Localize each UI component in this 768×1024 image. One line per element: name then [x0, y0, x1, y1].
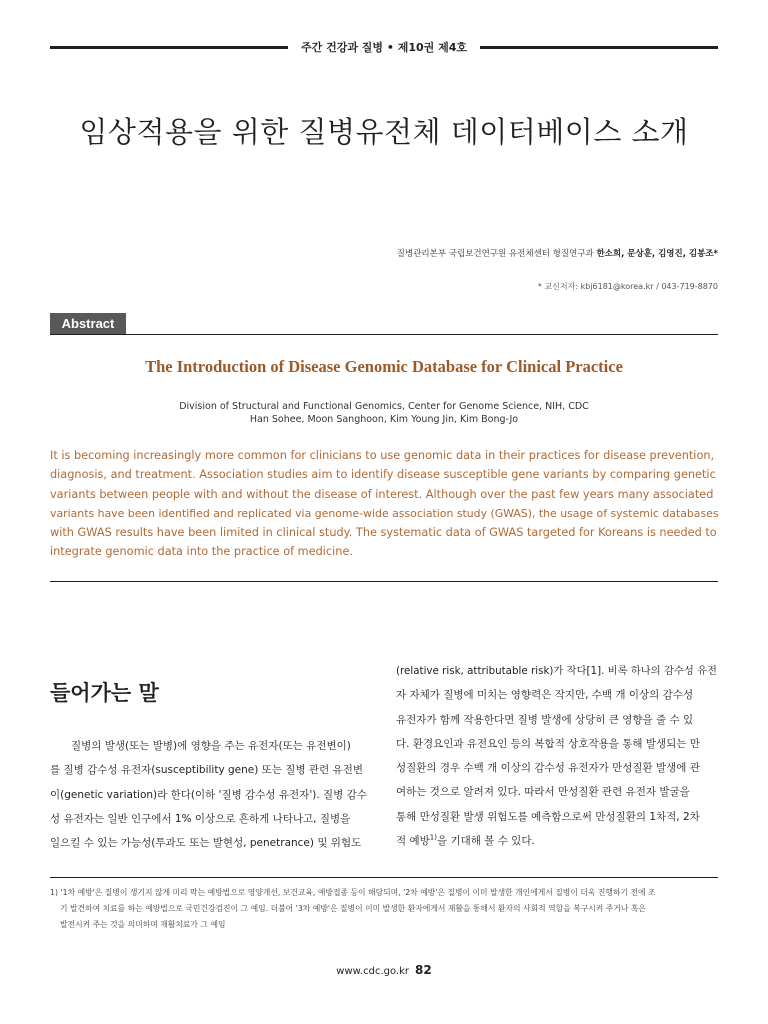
abstract-line: with GWAS results have been limited in clinical study. The systematic data of GWAS targeted for Koreans is needed to — [50, 526, 717, 540]
abstract-affiliation-line: Division of Structural and Functional Genomics, Center for Genome Science, NIH, CDC — [179, 401, 589, 412]
abstract-rule — [50, 334, 718, 335]
body-line: 자 자체가 질병에 미치는 영향력은 작지만, 수백 개 이상의 감수성 — [396, 689, 694, 702]
abstract-line: It is becoming increasingly more common for clinicians to use genomic data in their practices for disease prevention, — [50, 449, 715, 462]
footnote-ref[interactable]: 1) — [429, 833, 437, 842]
body-line: 일으킬 수 있는 가능성(투과도 또는 발현성, penetrance) 및 위험도 — [50, 837, 362, 850]
body-column-left — [50, 734, 372, 855]
abstract-authors-line: Han Sohee, Moon Sanghoon, Kim Young Jin, Kim Bong-Jo — [249, 414, 519, 425]
footnote-line: 기 발견하여 치료를 하는 예방법으로 국민건강검진이 그 예임. 더불어 '3차 예방'은 질병이 이미 발생한 환자에게서 재활을 통해서 환자의 사회적 역할을 복구시켜 주거나 혹은 — [60, 904, 646, 913]
body-line: 질병의 발생(또는 발병)에 영향을 주는 유전자(또는 유전변이) — [71, 740, 351, 752]
body-line: 성질환의 경우 수백 개 이상의 감수성 유전자가 만성질환 발생에 관 — [396, 762, 700, 775]
author-names: 한소희, 문상훈, 김영진, 김봉조* — [596, 249, 718, 259]
abstract-affiliation — [50, 400, 718, 426]
page-number: 82 — [415, 963, 432, 977]
abstract-line: integrate genomic data into the practice of medicine. — [50, 545, 353, 559]
header-rule-left — [50, 46, 288, 49]
abstract-bottom-rule — [50, 581, 718, 582]
footer-url[interactable]: www.cdc.go.kr — [336, 966, 409, 977]
body-line: 다. 환경요인과 유전요인 등의 복합적 상호작용을 통해 발생되는 만 — [396, 737, 700, 750]
body-line: 이(genetic variation)라 한다(이하 '질병 감수성 유전자'). 질병 감수 — [50, 788, 367, 801]
author-line — [397, 247, 718, 259]
body-text: 적 예방 — [396, 835, 430, 848]
abstract-line: diagnosis, and treatment. Association studies aim to identify disease susceptible gene variants by comparing genetic — [50, 468, 716, 482]
footnote-rule — [50, 877, 718, 878]
body-line: (relative risk, attributable risk)가 작다[1]. 비록 하나의 감수성 유전 — [396, 665, 717, 677]
body-line: 성 유전자는 일반 인구에서 1% 이상으로 흔하게 나타나고, 질병을 — [50, 812, 351, 825]
author-affiliation: 질병관리본부 국립보건연구원 유전체센터 형질연구과 — [396, 249, 594, 259]
journal-header: 주간 건강과 질병 • 제10권 제4호 — [300, 41, 468, 54]
body-line: 를 질병 감수성 유전자(susceptibility gene) 또는 질병 관련 유전변 — [50, 764, 363, 777]
abstract-line: variants between people with and without the disease of interest. Although over the past few years many associated — [50, 487, 714, 501]
footnote-line: 발전시켜 주는 것을 의미하며 재활치료가 그 예임 — [60, 920, 226, 929]
section-heading: 들어가는 말 — [50, 681, 159, 705]
abstract-tag: Abstract — [50, 313, 126, 335]
body-text: 을 기대해 볼 수 있다. — [436, 835, 535, 848]
body-line: 유전자가 함께 작용한다면 질병 발생에 상당히 큰 영향을 줄 수 있 — [396, 713, 694, 726]
header-rule-right — [480, 46, 718, 49]
body-line: 여하는 것으로 알려져 있다. 따라서 만성질환 관련 유전자 발굴을 — [396, 786, 690, 799]
abstract-title: The Introduction of Disease Genomic Database for Clinical Practice — [145, 357, 623, 376]
abstract-body — [50, 446, 718, 562]
body-column-right — [396, 659, 718, 853]
body-line: 통해 만성질환 발생 위험도를 예측함으로써 만성질환의 1차적, 2차 — [396, 810, 700, 823]
footnote — [50, 885, 718, 933]
page-footer — [0, 963, 768, 977]
body-line-last — [396, 829, 718, 853]
article-title: 임상적용을 위한 질병유전체 데이터베이스 소개 — [79, 115, 689, 149]
correspondence: * 교신저자: kbj6181@korea.kr / 043-719-8870 — [537, 282, 718, 291]
abstract-line: variants have been identified and replicated via genome-wide association study (GWAS), the usage of systemic databases — [50, 506, 719, 520]
footnote-line: 1) '1차 예방'은 질병이 생기지 않게 미리 막는 예방법으로 영양개선, 보건교육, 예방접종 등이 해당되며, '2차 예방'은 질병이 이미 발생한 개인에게서 질병이 더욱 진행하기 전에 조 — [50, 888, 656, 897]
